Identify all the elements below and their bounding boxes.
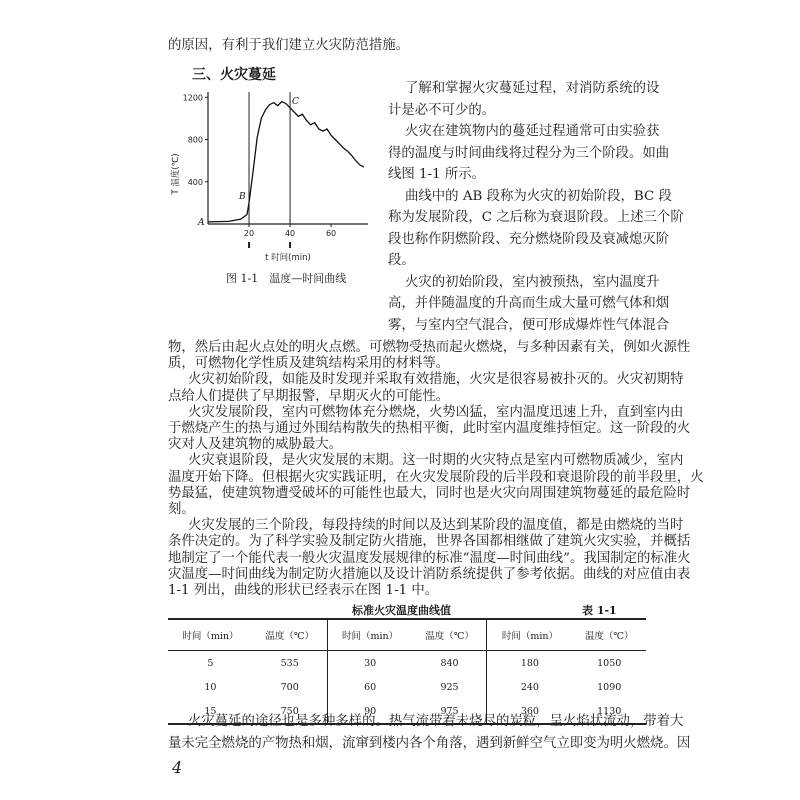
figure-caption: 图 1-1 温度—时间曲线: [226, 272, 347, 285]
table-cell: 30: [327, 651, 413, 676]
text-line: 段也称作阴燃阶段、充分燃烧阶段及衰减熄灭阶: [388, 231, 670, 247]
axis-stage-tick: [289, 242, 291, 248]
axis-stage-tick: [248, 242, 250, 248]
text-line: 于燃烧产生的热与通过外围结构散失的热相平衡，此时室内温度维持恒定。这一阶段的火: [168, 421, 691, 436]
text-line: 势最猛，使建筑物遭受破坏的可能性也最大，同时也是火灾向周围建筑物蔓延的最危险时: [168, 485, 691, 501]
text-line: 得的温度与时间曲线将过程分为三个阶段。如曲: [388, 145, 670, 161]
text-line: 物，然后由起火点处的明火点燃。可燃物受热而起火燃烧，与多种因素有关，例如火源性: [168, 340, 691, 355]
table-header-cell: 温度（℃）: [253, 619, 327, 651]
text-line: 段。: [388, 253, 415, 268]
table-header-row: [168, 619, 646, 651]
text-line: 高，并伴随温度的升高而生成大量可燃气体和烟: [388, 296, 670, 311]
table-cell: 15: [168, 699, 253, 724]
text-line: 点给人们提供了早期报警，早期灭火的可能性。: [168, 388, 450, 404]
table-cell: 975: [413, 699, 487, 724]
x-tick-label: 40: [284, 229, 296, 238]
text-line: 质，可燃物化学性质及建筑结构采用的材料等。: [168, 356, 450, 372]
text-line: 火灾蔓延的途径也是多种多样的。热气流带着未烧尽的炭粒，呈火焰状流动，带着大: [188, 714, 684, 729]
temperature-curve: [208, 102, 364, 222]
y-tick-label: 400: [187, 177, 203, 187]
table-header-cell: 时间（min）: [327, 619, 413, 651]
text-line: 灾对人及建筑物的威胁最大。: [168, 437, 343, 453]
table-cell: 1090: [597, 681, 622, 693]
text-line: 线图 1-1 所示。: [388, 167, 486, 182]
x-tick-label: 60: [325, 229, 337, 238]
y-tick-label: 1200: [182, 93, 203, 103]
table-cell: 700: [280, 681, 299, 693]
text-line: 火灾在建筑物内的蔓延过程通常可由实验获: [405, 124, 660, 139]
temperature-time-figure: [168, 84, 383, 294]
text-line: 地制定了一个能代表一般火灾温度发展规律的标准“温度—时间曲线”。我国制定的标准火: [168, 550, 691, 566]
table-row: [168, 651, 646, 676]
table-cell: 180: [487, 651, 573, 676]
table-cell: 925: [440, 681, 459, 693]
table-header-cell: 时间（min）: [487, 619, 573, 651]
y-axis-label: T 温度(℃): [171, 153, 181, 195]
table-cell: 840: [440, 657, 459, 669]
text-line: 称为发展阶段，C 之后称为衰退阶段。上述三个阶: [388, 210, 684, 225]
text-line: 雾，与室内空气混合，便可形成爆炸性气体混合: [388, 317, 670, 333]
table-cell: 5: [207, 657, 214, 669]
table-cell: 90: [327, 699, 413, 724]
table-cell: 750: [253, 699, 327, 724]
section-heading: 三、火灾蔓延: [192, 67, 276, 83]
table-cell: 360: [487, 699, 573, 724]
text-line: 火灾初始阶段，如能及时发现并采取有效措施，火灾是很容易被扑灭的。火灾初期特: [188, 372, 684, 388]
table-cell: 535: [280, 657, 299, 669]
table-cell: 1130: [572, 699, 646, 724]
curve-point-label: B: [239, 191, 246, 202]
text-line: 刻。: [168, 502, 195, 517]
text-line: 温度开始下降。但根据火灾实践证明，在火灾发展阶段的后半段和衰退阶段的前半段里，火: [168, 469, 704, 485]
table-cell: 1050: [597, 657, 622, 669]
table-row: [168, 675, 646, 699]
text-line: 量未完全燃烧的产物热和烟，流窜到楼内各个角落，遇到新鲜空气立即变为明火燃烧。因: [168, 736, 691, 751]
text-line: 曲线中的 AB 段称为火灾的初始阶段，BC 段: [405, 188, 672, 204]
text-line: 条件决定的。为了科学实验及制定防火措施，世界各国都相继做了建筑火灾实验，并概括: [168, 534, 691, 550]
text-line: 火灾衰退阶段，是火灾发展的末期。这一时期的火灾特点是室内可燃物质减少，室内: [188, 453, 684, 469]
table-cell: 10: [204, 681, 217, 693]
text-line: 火灾的初始阶段，室内被预热，室内温度升: [405, 274, 660, 290]
text-line: 1-1 列出，曲线的形状已经表示在图 1-1 中。: [168, 583, 439, 598]
text-line: 火灾发展阶段，室内可燃物体充分燃烧，火势凶猛，室内温度迅速上升，直到室内由: [188, 404, 684, 420]
curve-point-label: C: [292, 96, 299, 107]
x-tick-label: 20: [243, 229, 255, 238]
text-line: 计是必不可少的。: [388, 102, 496, 118]
text-line: 火灾发展的三个阶段，每段持续的时间以及达到某阶段的温度值，都是由燃烧的当时: [188, 518, 684, 534]
text-line: 灾温度—时间曲线为制定防火措施以及设计消防系统提供了参考依据。曲线的对应值由表: [168, 566, 691, 582]
standard-fire-temperature-table: [168, 618, 646, 725]
table-header-cell: 时间（min）: [168, 619, 253, 651]
text-line: 了解和掌握火灾蔓延过程，对消防系统的设: [405, 81, 660, 96]
x-axis-label: t 时间(min): [265, 253, 311, 263]
curve-point-label: A: [198, 217, 205, 228]
table-number: 表 1-1: [582, 604, 617, 617]
temperature-time-chart: [168, 84, 383, 264]
table-cell: 240: [487, 675, 573, 699]
table-title: 标准火灾温度曲线值: [352, 604, 451, 617]
table-header-cell: 温度（℃）: [572, 619, 646, 651]
text-line: 的原因，有利于我们建立火灾防范措施。: [168, 38, 410, 53]
y-tick-label: 800: [187, 135, 203, 145]
page-number: 4: [172, 758, 183, 777]
table-cell: 60: [327, 675, 413, 699]
table-header-cell: 温度（℃）: [413, 619, 487, 651]
